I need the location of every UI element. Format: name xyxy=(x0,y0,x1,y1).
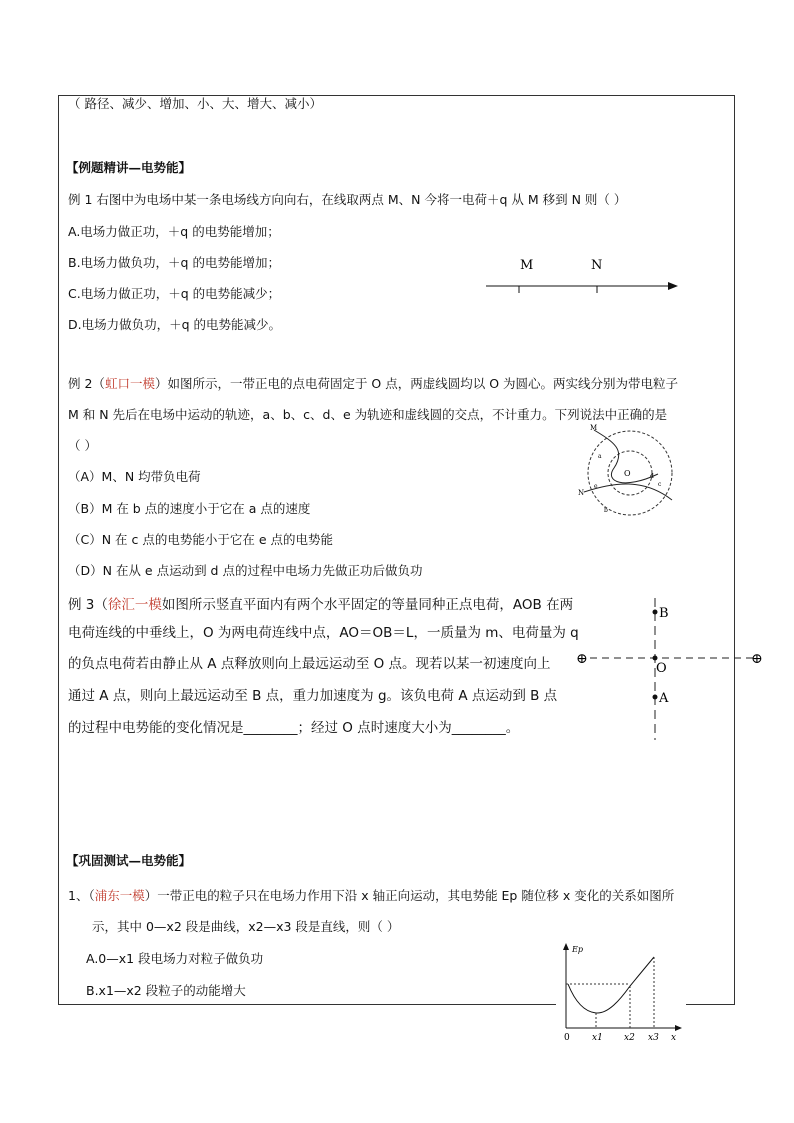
label-traj-n: N xyxy=(578,489,585,497)
ex2-source: 虹口一模 xyxy=(104,376,155,391)
ex2-line3: （ ） xyxy=(68,438,97,453)
ex2-circles-figure xyxy=(574,420,692,518)
ex3-line1: 例 3（徐汇一模如图所示竖直平面内有两个水平固定的等量同种正点电荷，AOB 在两 xyxy=(68,597,574,613)
label-axis-x: x xyxy=(671,1033,677,1043)
label-m: M xyxy=(520,258,534,273)
positive-charge-right: ⊕ xyxy=(751,651,763,667)
ex3-line3: 的负点电荷若由静止从 A 点释放则向上最远运动至 O 点。现若以某一初速度向上 xyxy=(68,656,551,672)
ex1-option-a: A.电场力做正功，＋q 的电势能增加； xyxy=(68,224,280,239)
ex3-line5: 的过程中电势能的变化情况是________；经过 O 点时速度大小为________。 xyxy=(68,720,520,736)
graph-mask xyxy=(556,940,686,1046)
label-origin: 0 xyxy=(564,1033,570,1043)
ex1-option-d: D.电场力做负功，＋q 的电势能减少。 xyxy=(68,317,282,332)
ex2-line1: 例 2（虹口一模）如图所示，一带正电的点电荷固定于 O 点，两虚线圆均以 O 为圆心。两实线分别为带电粒子 xyxy=(68,376,679,391)
section-title-examples: 【例题精讲—电势能】 xyxy=(66,160,192,175)
ex2-line2: M 和 N 先后在电场中运动的轨迹，a、b、c、d、e 为轨迹和虚线圆的交点，不计重力。下列说法中正确的是 xyxy=(68,407,668,422)
label-b: b xyxy=(604,507,608,514)
section-title-tests: 【巩固测试—电势能】 xyxy=(66,853,192,868)
label-x2: x2 xyxy=(624,1033,635,1043)
label-x3: x3 xyxy=(648,1033,659,1043)
point-a xyxy=(653,695,658,700)
label-point-o: O xyxy=(656,661,667,676)
positive-charge-left: ⊕ xyxy=(576,651,588,667)
label-o: O xyxy=(624,469,631,478)
point-b xyxy=(653,610,658,615)
answers-line: （ 路径、减少、增加、小、大、增大、减小） xyxy=(68,96,322,111)
q1-line2: 示，其中 0—x2 段是曲线，x2—x3 段是直线，则（ ） xyxy=(92,919,400,934)
label-point-b: B xyxy=(659,606,669,621)
ex2-option-d: （D）N 在从 e 点运动到 d 点的过程中电场力先做正功后做负功 xyxy=(68,563,423,578)
label-point-a: A xyxy=(659,691,669,706)
label-c: c xyxy=(658,481,662,488)
ex1-option-c: C.电场力做正功，＋q 的电势能减少； xyxy=(68,286,281,301)
q1-option-a: A.0—x1 段电场力对粒子做负功 xyxy=(86,951,264,966)
ex2-option-b: （B）M 在 b 点的速度小于它在 a 点的速度 xyxy=(68,501,311,516)
ex1-stem: 例 1 右图中为电场中某一条电场线方向向右，在线取两点 M、N 今将一电荷＋q 从 M 移到 N 则（ ） xyxy=(68,192,627,207)
point-o xyxy=(653,656,658,661)
label-ep: Ep xyxy=(572,945,583,954)
label-e: e xyxy=(594,483,598,490)
ex3-line4: 通过 A 点，则向上最远运动至 B 点，重力加速度为 g。该负电荷 A 点运动到 B 点 xyxy=(68,688,558,704)
field-line-arrowhead xyxy=(668,282,678,290)
q1-line1: 1、（浦东一模）一带正电的粒子只在电场力作用下沿 x 轴正向运动，其电势能 Ep 随位移 x 变化的关系如图所 xyxy=(68,888,675,903)
label-d: d xyxy=(650,473,654,480)
ex1-field-line-figure xyxy=(480,252,690,302)
ex2-option-a: （A）M、N 均带负电荷 xyxy=(68,469,201,484)
label-x1: x1 xyxy=(592,1033,603,1043)
label-a: a xyxy=(598,453,602,460)
ex1-option-b: B.电场力做负功，＋q 的电势能增加； xyxy=(68,255,280,270)
label-n: N xyxy=(591,258,603,273)
ex3-line2: 电荷连线的中垂线上，O 为两电荷连线中点，AO＝OB＝L，一质量为 m、电荷量为 q xyxy=(68,625,579,641)
q1-source: 浦东一模 xyxy=(94,888,145,903)
label-traj-m: M xyxy=(590,424,598,432)
ex3-source: 徐汇一模 xyxy=(107,597,162,613)
ex2-option-c: （C）N 在 c 点的电势能小于它在 e 点的电势能 xyxy=(68,532,334,547)
ex3-charges-figure xyxy=(574,594,770,744)
q1-energy-graph xyxy=(556,940,686,1046)
q1-option-b: B.x1—x2 段粒子的动能增大 xyxy=(86,983,246,998)
